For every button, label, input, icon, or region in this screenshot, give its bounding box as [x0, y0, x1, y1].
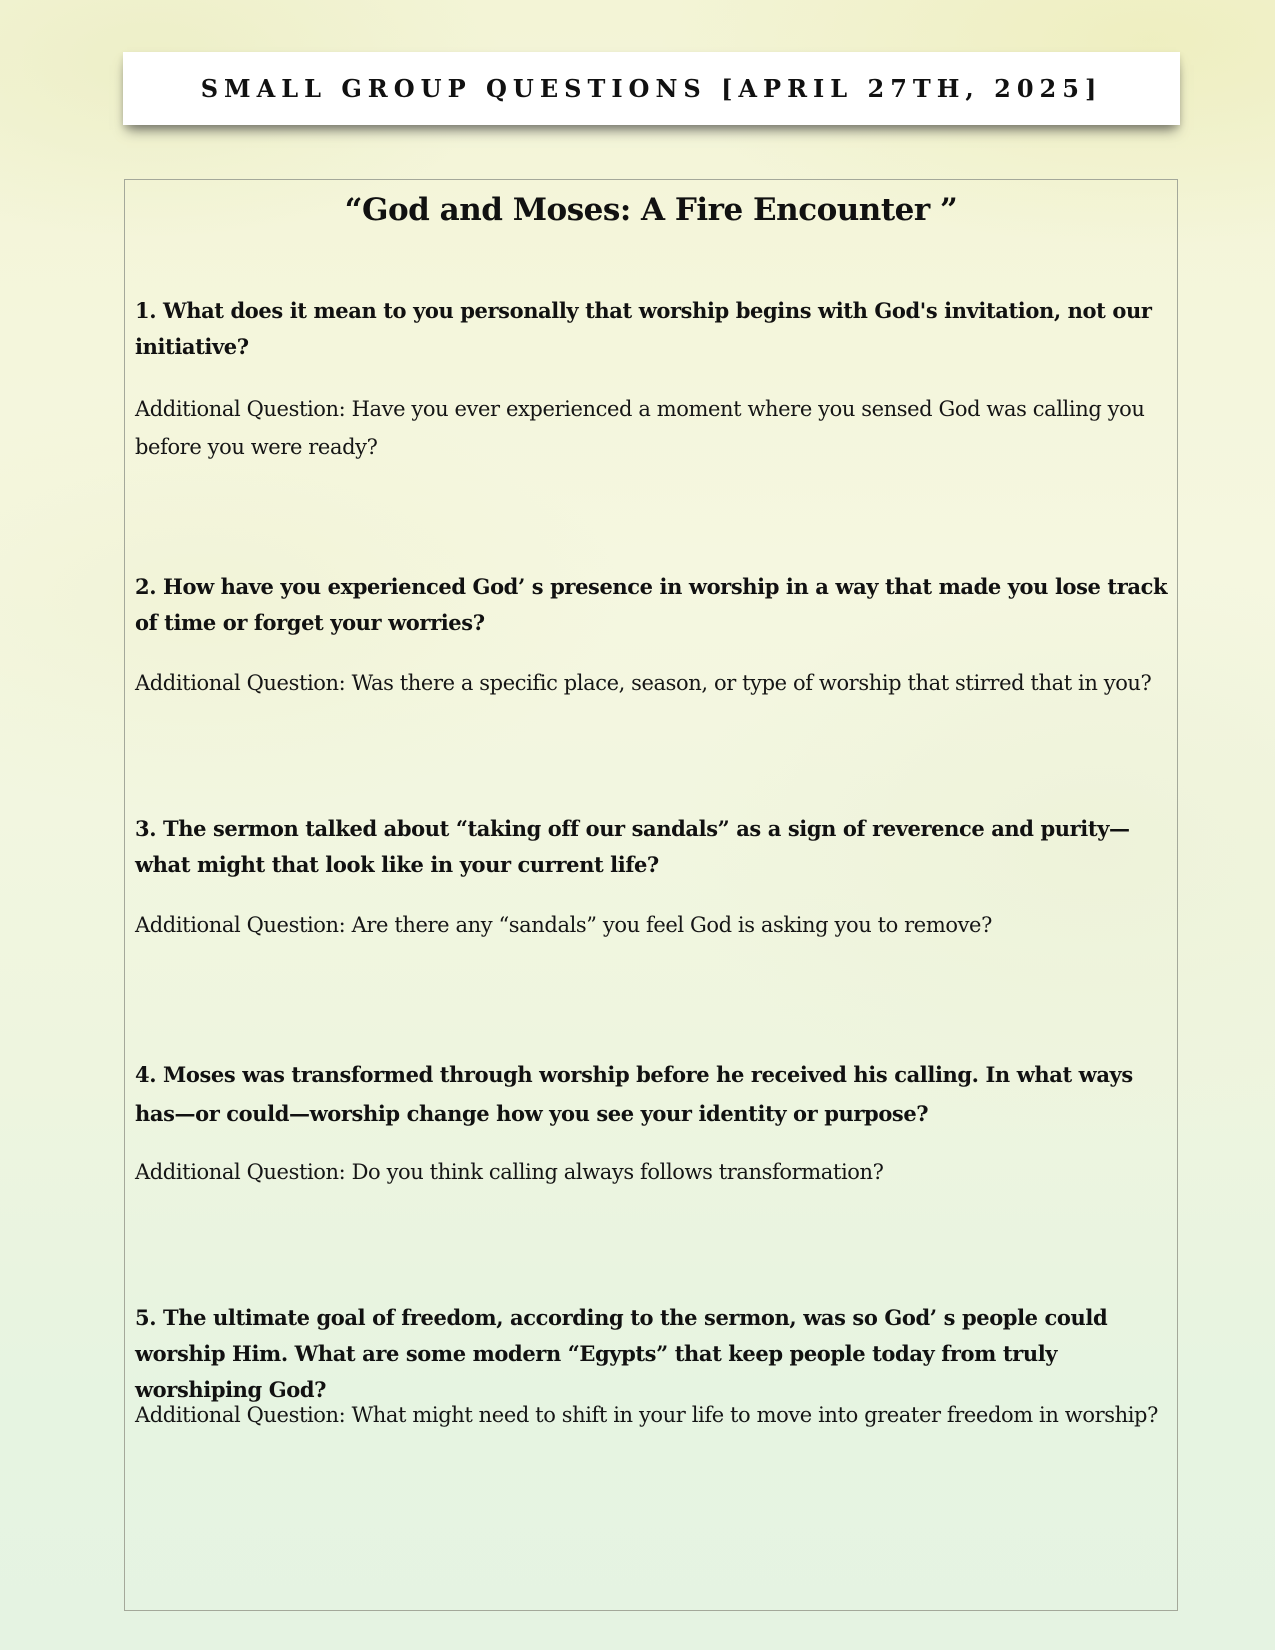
question-item-2: [135, 569, 1175, 695]
header-banner: [123, 52, 1180, 125]
additional-question-text: Additional Question: Are there any “sandals” you feel God is asking you to remove?: [135, 913, 992, 937]
additional-question-text: Additional Question: Have you ever experienced a moment where you sensed God was calling you before you were ready?: [135, 397, 1145, 459]
question-item-5: [135, 1300, 1175, 1427]
question-text: 5. The ultimate goal of freedom, according to the sermon, was so God’ s people could worship Him. What are some modern “Egypts” that keep people today from truly worshiping God?: [135, 1305, 1108, 1402]
document-title: “God and Moses: A Fire Encounter ”: [344, 192, 958, 228]
question-item-1: [135, 293, 1175, 459]
question-text: 4. Moses was transformed through worship before he received his calling. In what ways has—or could—worship change how you see your identity or purpose?: [135, 1062, 1133, 1126]
page-header-title: SMALL GROUP QUESTIONS [APRIL 27TH, 2025]: [200, 74, 1103, 103]
question-item-4: [135, 1055, 1175, 1184]
questions-panel: [124, 179, 1178, 1611]
question-text: 2. How have you experienced God’ s presence in worship in a way that made you lose track of time or forget your worries?: [135, 574, 1168, 635]
additional-question-text: Additional Question: What might need to shift in your life to move into greater freedom in worship?: [135, 1403, 1158, 1427]
additional-question-text: Additional Question: Was there a specific place, season, or type of worship that stirred that in you?: [135, 671, 1152, 695]
question-item-3: [135, 811, 1175, 937]
question-text: 1. What does it mean to you personally that worship begins with God's invitation, not our initiative?: [135, 298, 1152, 359]
additional-question-text: Additional Question: Do you think calling always follows transformation?: [135, 1160, 884, 1184]
question-text: 3. The sermon talked about “taking off our sandals” as a sign of reverence and purity—what might that look like in your current life?: [135, 816, 1130, 877]
